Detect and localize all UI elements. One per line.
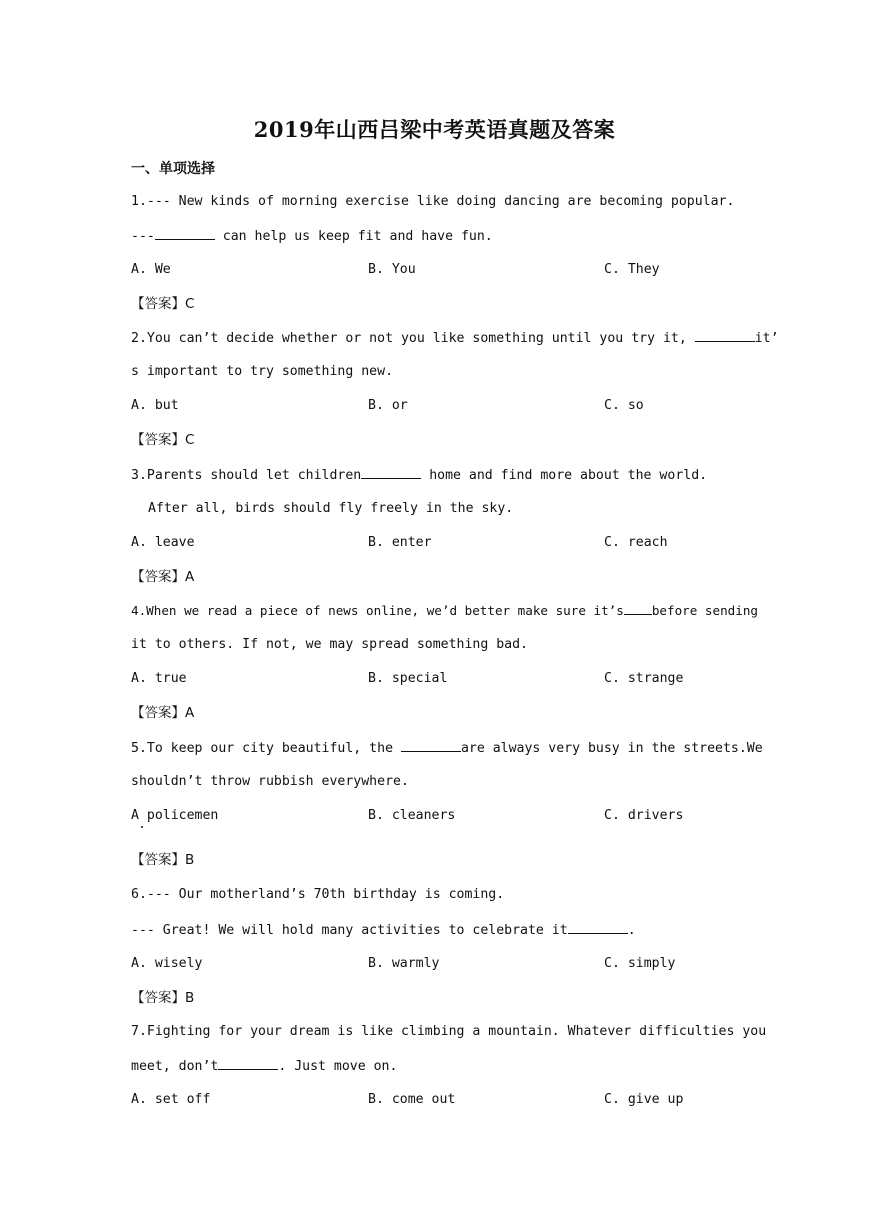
question-1-line-2: --- can help us keep fit and have fun.	[131, 226, 493, 247]
question-3-line-1: 3.Parents should let children home and find more about the world.	[131, 465, 707, 486]
question-3-answer: 【答案】A	[131, 569, 195, 585]
option-b: B. warmly	[368, 956, 440, 971]
option-c: C. so	[604, 398, 644, 413]
option-c: C. simply	[604, 956, 676, 971]
option-c: C. reach	[604, 535, 668, 550]
option-b: B. come out	[368, 1092, 456, 1107]
answer-blank	[401, 738, 461, 752]
option-b: B. or	[368, 398, 408, 413]
option-b: B. enter	[368, 535, 432, 550]
question-2-line-2: s important to try something new.	[131, 364, 394, 379]
option-a: A. but	[131, 398, 179, 413]
option-c: C. strange	[604, 671, 684, 686]
question-6-line-1: 6.--- Our motherland’s 70th birthday is coming.	[131, 887, 505, 902]
question-4-line-1: 4.When we read a piece of news online, we’d better make sure it’s before sending	[131, 603, 758, 618]
question-1-line-1: 1.--- New kinds of morning exercise like doing dancing are becoming popular.	[131, 194, 735, 209]
answer-blank	[155, 226, 215, 240]
option-b: B. cleaners	[368, 808, 456, 823]
option-c: C. They	[604, 262, 660, 277]
answer-blank	[624, 601, 652, 615]
question-5-line-2: shouldn’t throw rubbish everywhere.	[131, 774, 409, 789]
option-a: A. We	[131, 262, 171, 277]
question-4-line-2: it to others. If not, we may spread something bad.	[131, 637, 528, 652]
option-a: A policemen	[131, 808, 219, 823]
question-4-answer: 【答案】A	[131, 705, 195, 721]
document-title: 2019年山西吕梁中考英语真题及答案	[253, 117, 616, 142]
answer-blank	[695, 328, 755, 342]
question-6-line-2: --- Great! We will hold many activities to celebrate it .	[131, 920, 636, 941]
answer-blank	[361, 465, 421, 479]
section-heading: 一、单项选择	[131, 161, 215, 177]
question-7-line-2: meet, don’t . Just move on.	[131, 1056, 397, 1077]
option-c: C. give up	[604, 1092, 684, 1107]
stray-dot-mark	[141, 826, 143, 828]
question-2-answer: 【答案】C	[131, 432, 195, 448]
option-b: B. special	[368, 671, 448, 686]
question-5-line-1: 5.To keep our city beautiful, the are always very busy in the streets.We	[131, 738, 763, 759]
option-a: A. set off	[131, 1092, 211, 1107]
question-1-answer: 【答案】C	[131, 296, 195, 312]
option-b: B. You	[368, 262, 416, 277]
option-a: A. wisely	[131, 956, 203, 971]
question-5-answer: 【答案】B	[131, 852, 195, 868]
answer-blank	[568, 920, 628, 934]
question-7-line-1: 7.Fighting for your dream is like climbing a mountain. Whatever difficulties you	[131, 1024, 767, 1039]
question-2-line-1: 2.You can’t decide whether or not you like something until you try it, it’	[131, 328, 779, 349]
question-6-answer: 【答案】B	[131, 990, 195, 1006]
option-a: A. leave	[131, 535, 195, 550]
question-3-line-2: After all, birds should fly freely in the sky.	[148, 501, 514, 516]
answer-blank	[218, 1056, 278, 1070]
option-c: C. drivers	[604, 808, 684, 823]
option-a: A. true	[131, 671, 187, 686]
